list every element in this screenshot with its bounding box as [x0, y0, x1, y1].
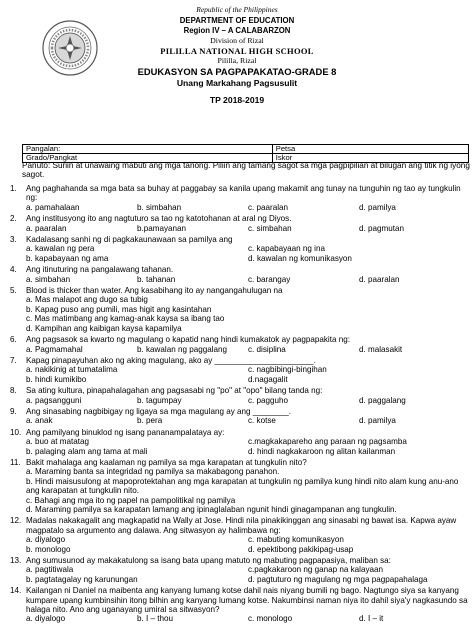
answer-options	[10, 535, 470, 554]
answer-options	[10, 565, 470, 584]
answer-option[interactable]: d. pamilya	[359, 202, 396, 212]
question-text: Ang sinasabing nagbibigay ng ligaya sa mga magulang ay ang ________.	[26, 406, 292, 416]
question-text: Ang pamilyang binuklod ng isang pananampalataya ay:	[26, 427, 225, 437]
answer-option[interactable]: b. hindi kumikibo	[26, 374, 87, 384]
question-number: 12.	[10, 516, 22, 526]
answer-option[interactable]: c. barangay	[248, 274, 291, 284]
question-number: 11.	[10, 457, 21, 467]
answer-option[interactable]: d. Maraming pamilya sa karapatan lamang ang ipinaglalaban ngunit hindi ginagampanan ang tungkulin.	[26, 505, 397, 514]
answer-option[interactable]: b. pagtatagalay ng karunungan	[26, 574, 138, 584]
answer-option[interactable]: c. Bahagi ang mga ito ng papel na pampolitikal ng pamilya	[26, 495, 236, 505]
answer-option[interactable]: d. malasakit	[359, 344, 403, 354]
grade-section-field[interactable]: Grado/Pangkat	[23, 154, 273, 163]
question-stem	[10, 458, 470, 467]
answer-option[interactable]: c. kapabayaan ng ina	[248, 244, 325, 254]
question-item	[10, 286, 470, 333]
answer-option[interactable]: a. buo at matatag	[26, 437, 89, 447]
school-name: PILILLA NATIONAL HIGH SCHOOL	[160, 46, 314, 56]
question-text: Ang paghahanda sa mga bata sa buhay at paggabay sa kanila upang makamit ang tunay na tunguhin ng tao ay tungkulin ng:	[26, 184, 461, 203]
answer-option[interactable]: d. hindi nagkakaroon ng alitan kailanman	[248, 446, 396, 456]
question-stem	[10, 335, 470, 344]
question-number: 10.	[10, 427, 22, 437]
question-text: Blood is thicker than water. Ang kasabihang ito ay nangangahulugan na	[26, 286, 283, 296]
division-line: Division of Rizal	[210, 36, 264, 45]
answer-option[interactable]: a. Mas malapot ang dugo sa tubig	[26, 295, 148, 305]
question-stem	[10, 184, 470, 203]
answer-option[interactable]: d. I – it	[359, 614, 384, 624]
question-text: Ang pagsasok sa kwarto ng magulang o kapatid nang hindi kumakatok ay pagpapakita ng:	[26, 335, 350, 345]
answer-option[interactable]: a. diyalogo	[26, 535, 66, 545]
question-stem	[10, 407, 470, 416]
question-text: Ang institusyong ito ang nagtuturo sa tao ng katotohanan at aral ng Diyos.	[26, 214, 292, 224]
question-stem	[10, 428, 470, 437]
question-stem	[10, 556, 470, 565]
answer-option[interactable]: a. diyalogo	[26, 614, 66, 624]
question-number: 6.	[10, 335, 17, 345]
question-number: 4.	[10, 265, 17, 275]
answer-option[interactable]: b. I – thou	[137, 614, 173, 624]
question-item	[10, 184, 470, 212]
answer-option[interactable]: a. pamahalaan	[26, 202, 80, 212]
question-item	[10, 516, 470, 554]
date-field[interactable]: Petsa	[272, 145, 468, 154]
answer-option[interactable]: a. simbahan	[26, 274, 71, 284]
question-number: 5.	[10, 286, 17, 296]
question-text: Ang sumusunod ay makakatulong sa isang bata upang matuto ng mabuting pagpapasiya, maliban sa:	[26, 556, 391, 566]
answer-option[interactable]: c. disiplina	[248, 344, 286, 354]
answer-option[interactable]: a. paaralan	[26, 223, 67, 233]
answer-option[interactable]: c. monologo	[248, 614, 293, 624]
question-item	[10, 386, 470, 405]
answer-options	[10, 437, 470, 456]
instructions: Panuto: Suriin at unawaing mabuti ang mga tanong. Piliin ang tamang sagot sa mga pagpipilian at bilugan ang titik ng iyong sagot.	[22, 161, 470, 180]
question-item	[10, 356, 470, 384]
question-stem	[10, 235, 470, 244]
question-number: 7.	[10, 355, 17, 365]
answer-option[interactable]: c. pagguho	[248, 395, 289, 405]
answer-option[interactable]: c. mabuting komunikasyon	[248, 535, 344, 545]
answer-option[interactable]: d. kawalan ng komunikasyon	[248, 253, 352, 263]
answer-option[interactable]: a. nakikinig at tumatalima	[26, 365, 118, 375]
answer-option[interactable]: b. palaging alam ang tama at mali	[26, 446, 148, 456]
republic-line: Republic of the Philippines	[196, 5, 278, 14]
answer-option[interactable]: d. epektibong pakikipag-usap	[248, 544, 354, 554]
answer-option[interactable]: b. Hindi maisusulong at mapoprotektahan ang mga karapatan at tungkulin ng pamilya kung hindi nito alam kung anu-ano ang karapatan at tungkulin nito.	[26, 476, 459, 496]
question-number: 9.	[10, 406, 17, 416]
answer-options	[10, 203, 470, 212]
answer-options	[10, 275, 470, 284]
answer-options	[10, 224, 470, 233]
answer-option[interactable]: d. pagmutan	[359, 223, 404, 233]
question-item	[10, 428, 470, 456]
answer-option[interactable]: a. pagtitiwala	[26, 565, 74, 575]
exam-quarter: Unang Markahang Pagsusulit	[176, 78, 298, 88]
question-text: Kailangan ni Daniel na maibenta ang kanyang lumang kotse dahil nais niyang bumili ng bago. Nagtungo siya sa kanyang kumpare upang kumbinsihin itong bilhin ang kanyang lumang kotse. Nakumbinsi naman niya ito dahil siya'y nagkasundo sa halaga nito. Ano ang uganayang umiral sa sitwasyon?	[26, 586, 468, 615]
answer-option[interactable]: d. paggalang	[359, 395, 406, 405]
question-text: Madalas nakakagalit ang magkapatid na Wally at Jose. Hindi nila pinakikinggan ang sinasabi ng bawat isa. Kapwa ayaw magpatalo sa argumento ang dalawa. Ang sitwasyon ay halimbawa ng:	[26, 516, 457, 535]
answer-option[interactable]: b. tagumpay	[137, 395, 182, 405]
answer-option[interactable]: b. simbahan	[137, 202, 182, 212]
school-location: Pililla, Rizal	[217, 56, 257, 65]
question-item	[10, 407, 470, 426]
answer-options	[10, 345, 470, 354]
answer-options	[10, 467, 470, 514]
question-stem	[10, 265, 470, 274]
answer-option[interactable]: d. paaralan	[359, 274, 400, 284]
answer-option[interactable]: c.pagkakaroon ng ganap na kalayaan	[248, 565, 384, 575]
answer-option[interactable]: c. paaralan	[248, 202, 289, 212]
answer-option[interactable]: b. kawalan ng paggalang	[137, 344, 228, 354]
answer-option[interactable]: c. Mas matimbang ang kamag-anak kaysa sa ibang tao	[26, 314, 225, 324]
score-field[interactable]: Iskor	[272, 154, 468, 163]
answer-option[interactable]: b.pamayanan	[137, 223, 187, 233]
answer-option[interactable]: c. simbahan	[248, 223, 292, 233]
department-line: DEPARTMENT OF EDUCATION	[179, 16, 295, 25]
answer-option[interactable]: b. kapabayaan ng ama	[26, 253, 109, 263]
answer-option[interactable]: b. pera	[137, 416, 163, 426]
answer-option[interactable]: d. pagtuturo ng magulang ng mga pagpapahalaga	[248, 574, 428, 584]
answer-option[interactable]: a. pagsangguni	[26, 395, 82, 405]
question-stem	[10, 386, 470, 395]
question-text: Bakit mahalaga ang kaalaman ng pamilya sa mga karapatan at tungkulin nito?	[26, 457, 307, 467]
answer-options	[10, 295, 470, 333]
school-year: TP 2018-2019	[209, 95, 265, 105]
region-line: Region IV – A CALABARZON	[183, 26, 291, 35]
question-text: Kadalasang sanhi ng di pagkakaunawaan sa pamilya ang	[26, 235, 233, 245]
question-text: Kapag pinapayuhan ako ng aking magulang, ako ay ______________________.	[26, 355, 316, 365]
exam-subject: EDUKASYON SA PAGPAPAKATAO-GRADE 8	[137, 66, 337, 77]
answer-option[interactable]: d. Kampihan ang kaibigan kaysa kapamilya	[26, 323, 182, 333]
answer-options	[10, 416, 470, 425]
answer-options	[10, 396, 470, 405]
question-text: Ang itinuturing na pangalawang tahanan.	[26, 265, 174, 275]
question-number: 14.	[10, 586, 22, 596]
answer-option[interactable]: c.magkakapareho ang paraan ng pagsamba	[248, 437, 407, 447]
question-item	[10, 556, 470, 584]
question-item	[10, 458, 470, 514]
question-number: 8.	[10, 386, 17, 396]
answer-option[interactable]: b. tahanan	[137, 274, 176, 284]
question-number: 3.	[10, 235, 17, 245]
document-header	[0, 4, 474, 106]
answer-option[interactable]: d. pamilya	[359, 416, 396, 426]
question-item	[10, 265, 470, 284]
question-stem	[10, 586, 470, 614]
question-text: Sa ating kultura, pinapahalagahan ang pagsasabi ng "po" at "opo" bilang tanda ng:	[26, 386, 323, 396]
answer-options	[10, 244, 470, 263]
answer-option[interactable]: a. Maraming banta sa integridad ng pamilya sa makabagong panahon.	[26, 467, 280, 477]
question-number: 1.	[10, 184, 17, 193]
answer-option[interactable]: d.nagagalit	[248, 374, 288, 384]
question-stem	[10, 516, 470, 535]
answer-option[interactable]: b. Kapag puso ang pumili, mas higit ang kasintahan	[26, 304, 212, 314]
answer-options	[10, 365, 470, 384]
name-field[interactable]: Pangalan:	[23, 145, 273, 154]
question-item	[10, 586, 470, 624]
question-stem	[10, 214, 470, 223]
answer-option[interactable]: a. kawalan ng pera	[26, 244, 95, 254]
question-stem	[10, 286, 470, 295]
question-list	[10, 184, 470, 626]
question-item	[10, 235, 470, 263]
answer-options	[10, 614, 470, 623]
question-item	[10, 214, 470, 233]
answer-option[interactable]: b. monologo	[26, 544, 71, 554]
answer-option[interactable]: c. kotse	[248, 416, 276, 426]
answer-option[interactable]: a. anak	[26, 416, 53, 426]
question-number: 13.	[10, 556, 22, 566]
question-item	[10, 335, 470, 354]
question-number: 2.	[10, 214, 17, 224]
answer-option[interactable]: c. nagbibingi-bingihan	[248, 365, 327, 375]
question-stem	[10, 356, 470, 365]
answer-option[interactable]: a. Pagmamahal	[26, 344, 83, 354]
